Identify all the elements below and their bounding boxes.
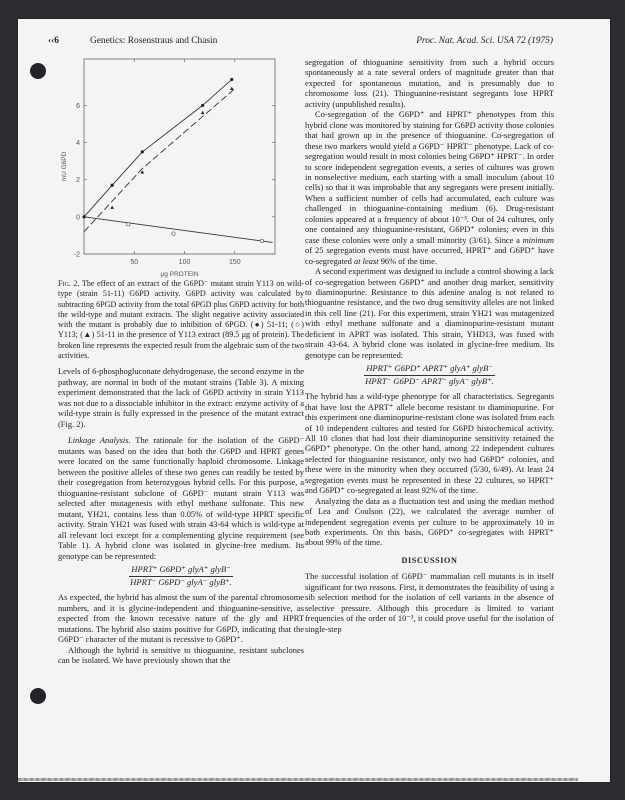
- y-tick-label: -2: [73, 251, 80, 259]
- paragraph: Levels of 6-phosphogluconate dehydrogenase, the second enzyme in the pathway, are normal in both of the mutant strains (Table 3). A mixing experiment demonstrated that the lack of G6PD activity in strain Y113 was not due to a dissociable inhibitor in the extract: enzyme activity of a wild-type strain is fully expressed in the presence of the mutant extract (Fig. 2).: [58, 366, 304, 429]
- paragraph-text: Co-segregation of the G6PD⁺ and HPRT⁺ phenotypes from this hybrid clone was monitored by staining for G6PD activity those colonies that had grown up in the presence of thioguanine. Co-segregation of these two markers would yield a G6PD⁻ HPRT⁻ phenotype. Lack of co-segregation would result in most colonies being G6PD⁺ HPRT⁻. In order to score independent segregation events, a series of cultures was grown in nonselective medium, each starting with a small inoculum (about 10 cells) so that it was improbable that any segregants were present initially. When a sufficient number of cells had accumulated, each culture was challenged in thioguanine-containing medium (6). Drug-resistant colonies appeared at a frequency of about 10⁻³. Out of 24 cultures, only one contained any thioguanine-resistant, G6PD⁺ colonies; even in this case these colonies were only a small minority (3/61). Since a: [305, 109, 554, 245]
- x-tick-label: 100: [178, 259, 191, 266]
- paragraph: As expected, the hybrid has almost the sum of the parental chromosome numbers, and it is glycine-independent and thioguanine-sensitive, as expected from the known recessive nature of the gly and HPRT mutations. The hybrid also stains positive for G6PD, indicating that the G6PD⁻ character of the mutant is recessive to G6PD⁺.: [58, 592, 304, 644]
- emphasis: minimum: [522, 234, 554, 245]
- data-point-filled-circle: [141, 150, 144, 153]
- left-column: [58, 366, 304, 666]
- section-author: Genetics: Rosenstraus and Chasin: [90, 36, 218, 46]
- figure-caption-text: The effect of an extract of the G6PD⁻ mutant strain Y113 on wild-type (strain 51-11) G6PD activity. G6PD activity was calculated by subtracting 6PGD activity from the total 6PGD plus G6PD activity for both the wild-type and mutant extracts. The slight negative activity associated with the mutant is probably due to inhibition of 6PGD. (●) 51-11; (○) Y113; (▲) 51-11 in the presence of Y113 extract (89.5 μg of protein). The broken line represents the expected result from the algebraic sum of the two activities.: [58, 279, 304, 361]
- right-column: [305, 57, 554, 634]
- paragraph-text: 96% of the time.: [378, 255, 437, 266]
- x-tick-label: 50: [130, 259, 139, 266]
- figure-label: Fig. 2.: [58, 279, 80, 288]
- journal-citation: Proc. Nat. Acad. Sci. USA 72 (1975): [416, 36, 553, 46]
- data-point-filled-circle: [111, 184, 114, 187]
- chart-plot: [40, 55, 305, 278]
- genotype-formula-2: [305, 363, 554, 387]
- y-tick-label: 6: [76, 102, 80, 110]
- paragraph-text: of 25 segregation events must have occurred, HPRT⁺ and G6PD⁺ have co-segregated: [305, 245, 554, 266]
- paragraph: Although the hybrid is sensitive to thioguanine, resistant subclones can be isolated. We have previously shown that the: [58, 644, 304, 665]
- data-point-filled-circle: [230, 78, 233, 81]
- series-line: [84, 89, 235, 232]
- subheading-linkage-analysis: Linkage Analysis.: [68, 435, 131, 445]
- series-line: [84, 79, 232, 217]
- genotype-numerator: HPRT⁺ G6PD⁺ glyA⁺ glyB⁻: [129, 564, 233, 577]
- data-point-filled-triangle: [230, 87, 234, 90]
- data-point-filled-triangle: [201, 111, 205, 114]
- paragraph-cosegregation: [305, 109, 554, 266]
- paragraph: segregation of thioguanine sensitivity from such a hybrid occurs spontaneously at a rate several orders of magnitude greater than that expected for spontaneous mutation, and is presumably due to chromosome loss (21). Thioguanine-resistant segregants lose HPRT activity (unpublished results).: [305, 57, 554, 109]
- y-axis-label: mU G6PD: [61, 151, 68, 182]
- data-point-open-circle: [172, 232, 175, 235]
- data-point-open-circle: [260, 239, 263, 242]
- genotype-formula-1: [58, 564, 304, 588]
- figure-caption: [58, 279, 304, 361]
- data-point-filled-triangle: [110, 206, 114, 209]
- running-head: [48, 36, 553, 50]
- data-point-filled-circle: [201, 104, 204, 107]
- section-heading-discussion: DISCUSSION: [401, 555, 458, 565]
- y-tick-label: 4: [76, 140, 80, 148]
- paragraph: A second experiment was designed to include a control showing a lack of co-segregation between G6PD⁺ and another drug marker, sensitivity to diaminopurine. Resistance to this adenine analog is not related to thioguanine resistance, and the two drug sensitivity alleles are not linked in this cell line (21). For this experiment, strain YH21 was mutagenized with ethyl methane sulfonate and a diaminopurine-resistant mutant deficient in APRT was isolated. This strain, YHD13, was fused with strain 43-64. A hybrid clone was isolated in glycine-free medium. Its genotype can be represented:: [305, 266, 554, 360]
- page-edge-shadow: [18, 778, 578, 781]
- series-line: [84, 217, 273, 243]
- data-point-open-circle: [127, 223, 130, 226]
- x-axis-label: μg PROTEIN: [160, 271, 199, 278]
- data-point-filled-triangle: [141, 170, 145, 173]
- paragraph-text: The rationale for the isolation of the G6PD⁻ mutants was based on the idea that both the G6PD and HPRT genes were located on the same functionally haploid chromosome. Linkage between the positive alleles of these two genes can readily be tested by their cosegregation from heterozygous hybrid cells. For this purpose, a thioguanine-resistant subclone of G6PD⁻ mutant strain Y113 was selected after mutagenesis with ethyl methane sulfonate. This new mutant, YH21, contains less than 0.05% of wild-type HPRT specific activity. Strain YH21 was fused with strain 43-64 which is wild-type at all relevant loci except for a complementing glycine requirement (see Table 1). A hybrid clone was isolated in glycine-free medium. Its genotype can be represented:: [58, 435, 305, 561]
- genotype-numerator: HPRT⁺ G6PD⁺ APRT⁺ glyA⁺ glyB⁻: [364, 363, 495, 376]
- y-tick-label: 0: [76, 214, 80, 222]
- plot-frame: [84, 59, 275, 254]
- paragraph: Analyzing the data as a fluctuation test and using the median method of Lea and Coulson (22), we calculated the average number of independent segregation events per culture to be approximately 10 in both experiments. On this basis, G6PD⁺ co-segregates with HPRT⁺ about 99% of the time.: [305, 495, 554, 548]
- paragraph: The hybrid has a wild-type phenotype for all characteristics. Segregants that have lost the APRT⁺ allele become resistant to diaminopurine. For this experiment one diaminopurine-resistant clone was isolated from each of 10 independent cultures and tested for G6PD histochemical activity. All 10 clones that had lost their diaminopurine sensitivity retained the G6PD⁺ phenotype. On the other hand, among 22 independent cultures selected for thioguanine resistance, only two had G6PD⁺ colonies, and these were in the minority when they occurred (5/30, 6/49). At least 24 segregation events must be represented in these 22 cultures, so HPRT⁺ and G6PD⁺ co-segregated at least 92% of the time.: [305, 391, 554, 496]
- emphasis: at least: [353, 255, 379, 266]
- genotype-denominator: HPRT⁻ G6PD⁻ APRT⁻ glyA⁻ glyB⁺.: [365, 376, 494, 387]
- x-tick-label: 150: [228, 259, 241, 266]
- binder-hole-bottom: [30, 688, 46, 704]
- paragraph: The successful isolation of G6PD⁻ mammalian cell mutants is in itself significant for two reasons. First, it demonstrates the feasibility of using a sib selection method for the isolation of cell variants in the absence of selective pressure. Although this procedure is limited to variant frequencies of the order of 10⁻³, it could prove useful for the isolation of single-step: [305, 571, 554, 634]
- y-tick-label: 2: [76, 177, 80, 185]
- page-number: ‹‹6: [48, 36, 59, 46]
- genotype-denominator: HPRT⁻ G6PD⁻ glyA⁻ glyB⁺.: [130, 577, 232, 587]
- paragraph-linkage: [58, 435, 304, 561]
- figure-2-chart: [40, 55, 305, 278]
